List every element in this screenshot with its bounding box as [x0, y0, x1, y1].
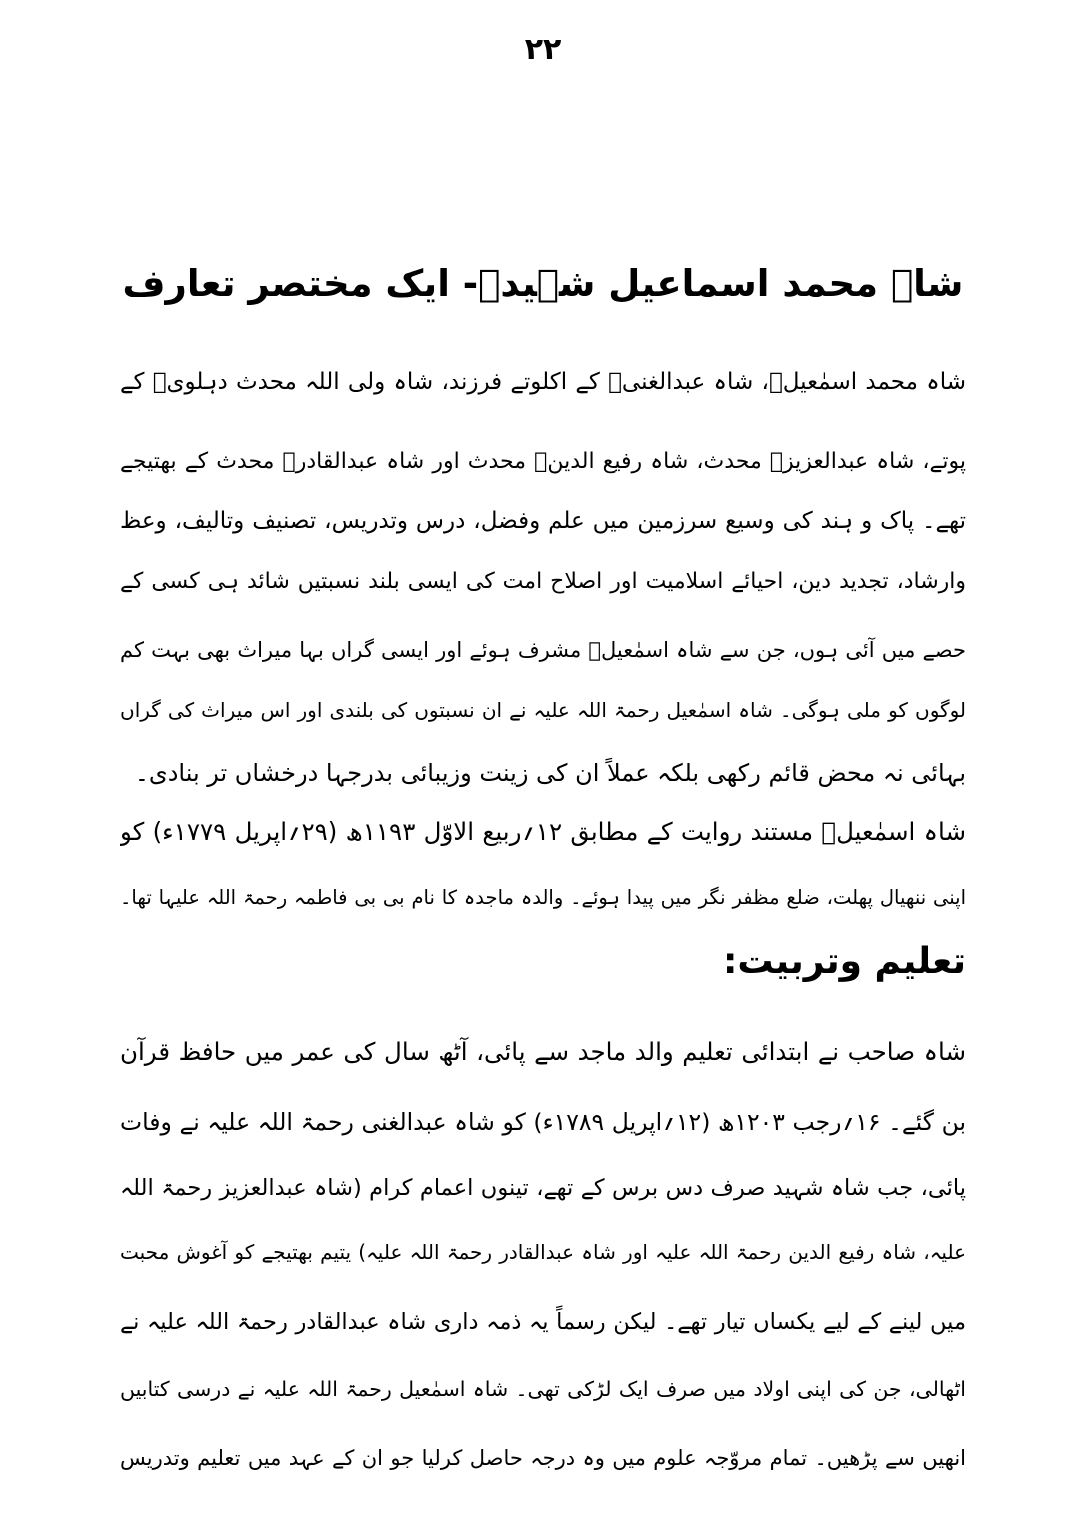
paragraph-line: وارشاد، تجدید دین، احیائے اسلامیت اور اصلاح امت کی ایسی بلند نسبتیں شائد ہی کسی کے	[120, 569, 966, 594]
paragraph-line: حصے میں آئی ہوں، جن سے شاہ اسمٰعیلؒ مشرف ہوئے اور ایسی گراں بہا میراث بھی بہت کم	[120, 638, 966, 662]
paragraph-line: علیہ، شاہ رفیع الدین رحمۃ اللہ علیہ اور شاہ عبدالقادر رحمۃ اللہ علیہ) یتیم بھتیجے کو آغوش محبت	[120, 1240, 966, 1264]
paragraph-line: میں لینے کے لیے یکساں تیار تھے۔ لیکن رسماً یہ ذمہ داری شاہ عبدالقادر رحمۃ اللہ علیہ نے	[120, 1309, 966, 1335]
paragraph-line: شاہ اسمٰعیلؒ مستند روایت کے مطابق ۱۲؍ربیع الاوّل ۱۱۹۳ھ (۲۹؍اپریل ۱۷۷۹ء) کو	[120, 817, 966, 846]
paragraph-line: شاہ محمد اسمٰعیلؒ، شاہ عبدالغنیؒ کے اکلوتے فرزند، شاہ ولی اللہ محدث دہلویؒ کے	[120, 369, 966, 395]
paragraph-line: شاہ صاحب نے ابتدائی تعلیم والد ماجد سے پائی، آٹھ سال کی عمر میں حافظ قرآن	[120, 1037, 966, 1066]
paragraph-line: لوگوں کو ملی ہوگی۔ شاہ اسمٰعیل رحمۃ اللہ علیہ نے ان نسبتوں کی بلندی اور اس میراث کی گراں	[120, 698, 966, 722]
page-number: ۲۲	[524, 32, 562, 67]
paragraph-line: انھیں سے پڑھیں۔ تمام مروّجہ علوم میں وہ درجہ حاصل کرلیا جو ان کے عہد میں تعلیم وتدریس	[120, 1446, 966, 1470]
paragraph-line: اٹھالی، جن کی اپنی اولاد میں صرف ایک لڑکی تھی۔ شاہ اسمٰعیل رحمۃ اللہ علیہ نے درسی کتابیں	[120, 1377, 966, 1401]
paragraph-line: پائی، جب شاہ شہید صرف دس برس کے تھے، تینوں اعمام کرام (شاہ عبدالعزیز رحمۃ اللہ	[120, 1175, 966, 1201]
paragraph-line: پوتے، شاہ عبدالعزیزؒ محدث، شاہ رفیع الدینؒ محدث اور شاہ عبدالقادرؒ محدث کے بھتیجے	[120, 449, 966, 474]
paragraph-line: بن گئے۔ ۱۶؍رجب ۱۲۰۳ھ (۱۲؍اپریل ۱۷۸۹ء) کو شاہ عبدالغنی رحمۃ اللہ علیہ نے وفات	[120, 1108, 966, 1136]
paragraph-line: اپنی ننھیال پھلت، ضلع مظفر نگر میں پیدا ہوئے۔ والدہ ماجدہ کا نام بی بی فاطمہ رحمۃ اللہ علیہا تھا۔	[120, 886, 966, 909]
section-heading: تعلیم وتربیت:	[723, 941, 966, 982]
page-title: شاہ محمد اسماعیل شہیدؒ- ایک مختصر تعارف	[122, 262, 964, 305]
paragraph-line: تھے۔ پاک و ہند کی وسیع سرزمین میں علم وفضل، درس وتدریس، تصنیف وتالیف، وعظ	[120, 508, 966, 534]
paragraph-line: بہائی نہ محض قائم رکھی بلکہ عملاً ان کی زینت وزیبائی بدرجہا درخشاں تر بنادی۔	[134, 759, 966, 787]
